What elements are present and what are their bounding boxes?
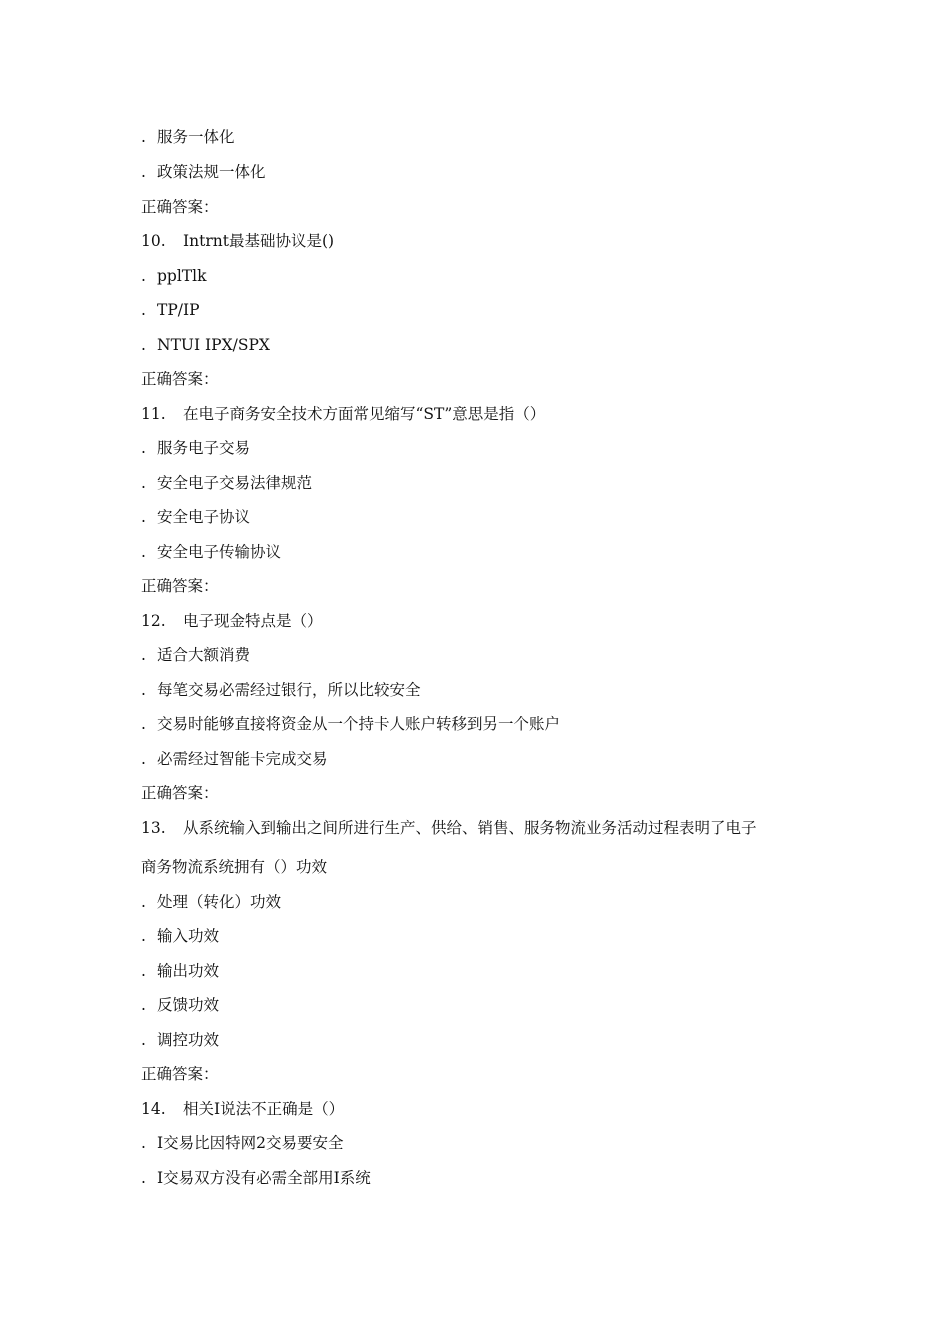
option-text: 交易时能够直接将资金从一个持卡人账户转移到另一个账户 [157, 715, 561, 733]
option-marker: . [141, 267, 146, 285]
option-text: I交易比因特网2交易要安全 [157, 1134, 344, 1152]
option-line [141, 162, 266, 182]
question-number: 10. [141, 232, 166, 250]
option-line [141, 127, 235, 147]
option-line [141, 926, 219, 946]
answer-label: 正确答案： [141, 577, 219, 595]
question-line [141, 1099, 344, 1119]
option-text: 处理（转化）功效 [157, 893, 282, 911]
option-marker: . [141, 1134, 146, 1152]
option-marker: . [141, 927, 146, 945]
option-marker: . [141, 543, 146, 561]
option-text: 服务一体化 [157, 128, 235, 146]
option-line [141, 995, 219, 1015]
option-text: 政策法规一体化 [157, 163, 266, 181]
question-continuation: 商务物流系统拥有（）功效 [141, 858, 328, 876]
option-text: 安全电子传输协议 [157, 543, 282, 561]
option-marker: . [141, 962, 146, 980]
question-number: 14. [141, 1100, 166, 1118]
option-marker: . [141, 336, 146, 354]
option-text: 安全电子交易法律规范 [157, 474, 313, 492]
option-marker: . [141, 996, 146, 1014]
option-line [141, 542, 281, 562]
question-number: 13. [141, 819, 166, 837]
option-text: 调控功效 [157, 1031, 220, 1049]
option-line [141, 680, 421, 700]
question-text: 从系统输入到输出之间所进行生产、供给、销售、服务物流业务活动过程表明了电子 [183, 819, 757, 837]
option-line [141, 1133, 344, 1153]
option-line [141, 645, 250, 665]
question-text: 相关I说法不正确是（） [183, 1100, 345, 1118]
question-line [141, 818, 757, 838]
question-line [141, 231, 334, 251]
option-text: 每笔交易必需经过银行，所以比较安全 [157, 681, 421, 699]
option-line [141, 1168, 371, 1188]
option-line [141, 438, 250, 458]
option-marker: . [141, 681, 146, 699]
question-text: 在电子商务安全技术方面常见缩写“ST”意思是指（） [183, 405, 546, 423]
option-marker: . [141, 646, 146, 664]
option-line [141, 749, 328, 769]
option-marker: . [141, 893, 146, 911]
option-text: 反馈功效 [157, 996, 220, 1014]
option-text: 输出功效 [157, 962, 220, 980]
option-marker: . [141, 439, 146, 457]
option-marker: . [141, 715, 146, 733]
option-line [141, 961, 219, 981]
option-line [141, 714, 560, 734]
option-text: 输入功效 [157, 927, 220, 945]
option-marker: . [141, 163, 146, 181]
option-marker: . [141, 474, 146, 492]
option-line [141, 266, 207, 286]
answer-label: 正确答案： [141, 198, 219, 216]
option-line [141, 335, 270, 355]
option-text: 服务电子交易 [157, 439, 251, 457]
option-marker: . [141, 128, 146, 146]
option-text: I交易双方没有必需全部用I系统 [157, 1169, 371, 1187]
question-line [141, 404, 545, 424]
option-text: TP/IP [157, 301, 200, 319]
option-text: NTUI IPX/SPX [157, 336, 270, 354]
option-line [141, 473, 312, 493]
option-marker: . [141, 750, 146, 768]
option-marker: . [141, 1031, 146, 1049]
option-line [141, 507, 250, 527]
option-text: pplTlk [157, 267, 207, 285]
question-text: Intrnt最基础协议是() [183, 232, 335, 250]
option-marker: . [141, 1169, 146, 1187]
question-line [141, 611, 323, 631]
option-line [141, 1030, 219, 1050]
option-line [141, 300, 200, 320]
question-text: 电子现金特点是（） [183, 612, 323, 630]
answer-label: 正确答案： [141, 784, 219, 802]
option-text: 安全电子协议 [157, 508, 251, 526]
question-number: 12. [141, 612, 166, 630]
option-line [141, 892, 281, 912]
answer-label: 正确答案： [141, 370, 219, 388]
option-text: 必需经过智能卡完成交易 [157, 750, 328, 768]
option-marker: . [141, 301, 146, 319]
question-number: 11. [141, 405, 166, 423]
answer-label: 正确答案： [141, 1065, 219, 1083]
option-text: 适合大额消费 [157, 646, 251, 664]
option-marker: . [141, 508, 146, 526]
